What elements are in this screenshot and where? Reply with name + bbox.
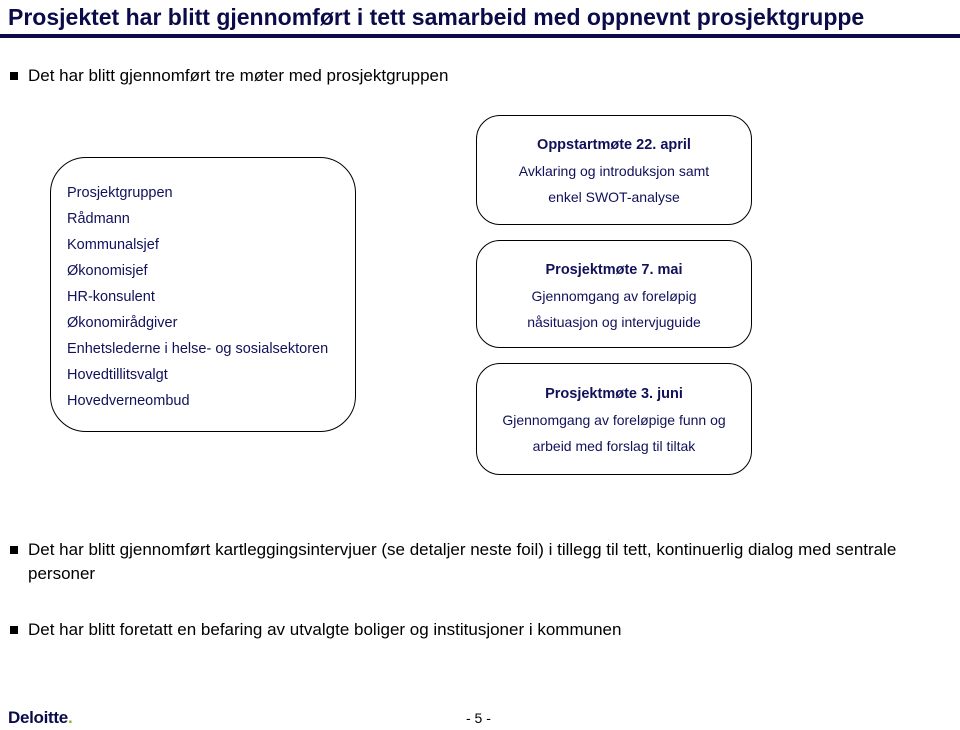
meeting-description: enkel SWOT-analyse — [548, 189, 680, 205]
project-group-member: HR-konsulent — [67, 289, 155, 305]
bullet-item-interviews — [10, 538, 940, 586]
project-group-member: Enhetslederne i helse- og sosialsektoren — [67, 341, 329, 357]
page-title: Prosjektet har blitt gjennomført i tett samarbeid med oppnevnt prosjektgruppe — [8, 4, 865, 30]
project-group-member: Økonomisjef — [67, 263, 148, 279]
meeting-box-june — [476, 363, 752, 475]
project-group-heading: Prosjektgruppen — [67, 185, 173, 201]
bullet-text: Det har blitt gjennomført tre møter med prosjektgruppen — [28, 66, 449, 85]
project-group-member: Rådmann — [67, 211, 130, 227]
meeting-title: Oppstartmøte 22. april — [537, 137, 691, 153]
meeting-description: nåsituasjon og intervjuguide — [527, 314, 701, 330]
bullet-text: Det har blitt foretatt en befaring av utvalgte boliger og institusjoner i kommunen — [28, 620, 622, 639]
title-band — [0, 0, 960, 42]
page-number: - 5 - — [466, 710, 491, 726]
meeting-box-kickoff — [476, 115, 752, 225]
meeting-description: Gjennomgang av foreløpige funn og — [502, 412, 726, 428]
meeting-title: Prosjektmøte 7. mai — [545, 262, 683, 278]
project-group-member: Økonomirådgiver — [67, 315, 178, 331]
bullet-item-meetings — [10, 64, 940, 88]
meeting-description: arbeid med forslag til tiltak — [532, 438, 696, 454]
bullet-text: Det har blitt gjennomført kartleggingsintervjuer (se detaljer neste foil) i tillegg til tett, kontinuerlig dialog med sentrale personer — [28, 540, 897, 583]
title-rule — [0, 34, 960, 38]
deloitte-logo — [8, 708, 72, 728]
project-group-box — [50, 157, 356, 432]
bullet-square-icon — [10, 72, 18, 80]
bullet-square-icon — [10, 626, 18, 634]
meeting-description: Gjennomgang av foreløpig — [531, 288, 697, 304]
meeting-box-may — [476, 240, 752, 348]
project-group-member: Hovedverneombud — [67, 393, 190, 409]
project-group-member: Hovedtillitsvalgt — [67, 367, 168, 383]
meeting-title: Prosjektmøte 3. juni — [545, 386, 683, 402]
logo-text: Deloitte — [8, 708, 68, 727]
logo-dot: . — [67, 708, 73, 727]
project-group-member: Kommunalsjef — [67, 237, 159, 253]
meeting-description: Avklaring og introduksjon samt — [518, 163, 710, 179]
bullet-item-inspection — [10, 618, 940, 642]
bullet-square-icon — [10, 546, 18, 554]
